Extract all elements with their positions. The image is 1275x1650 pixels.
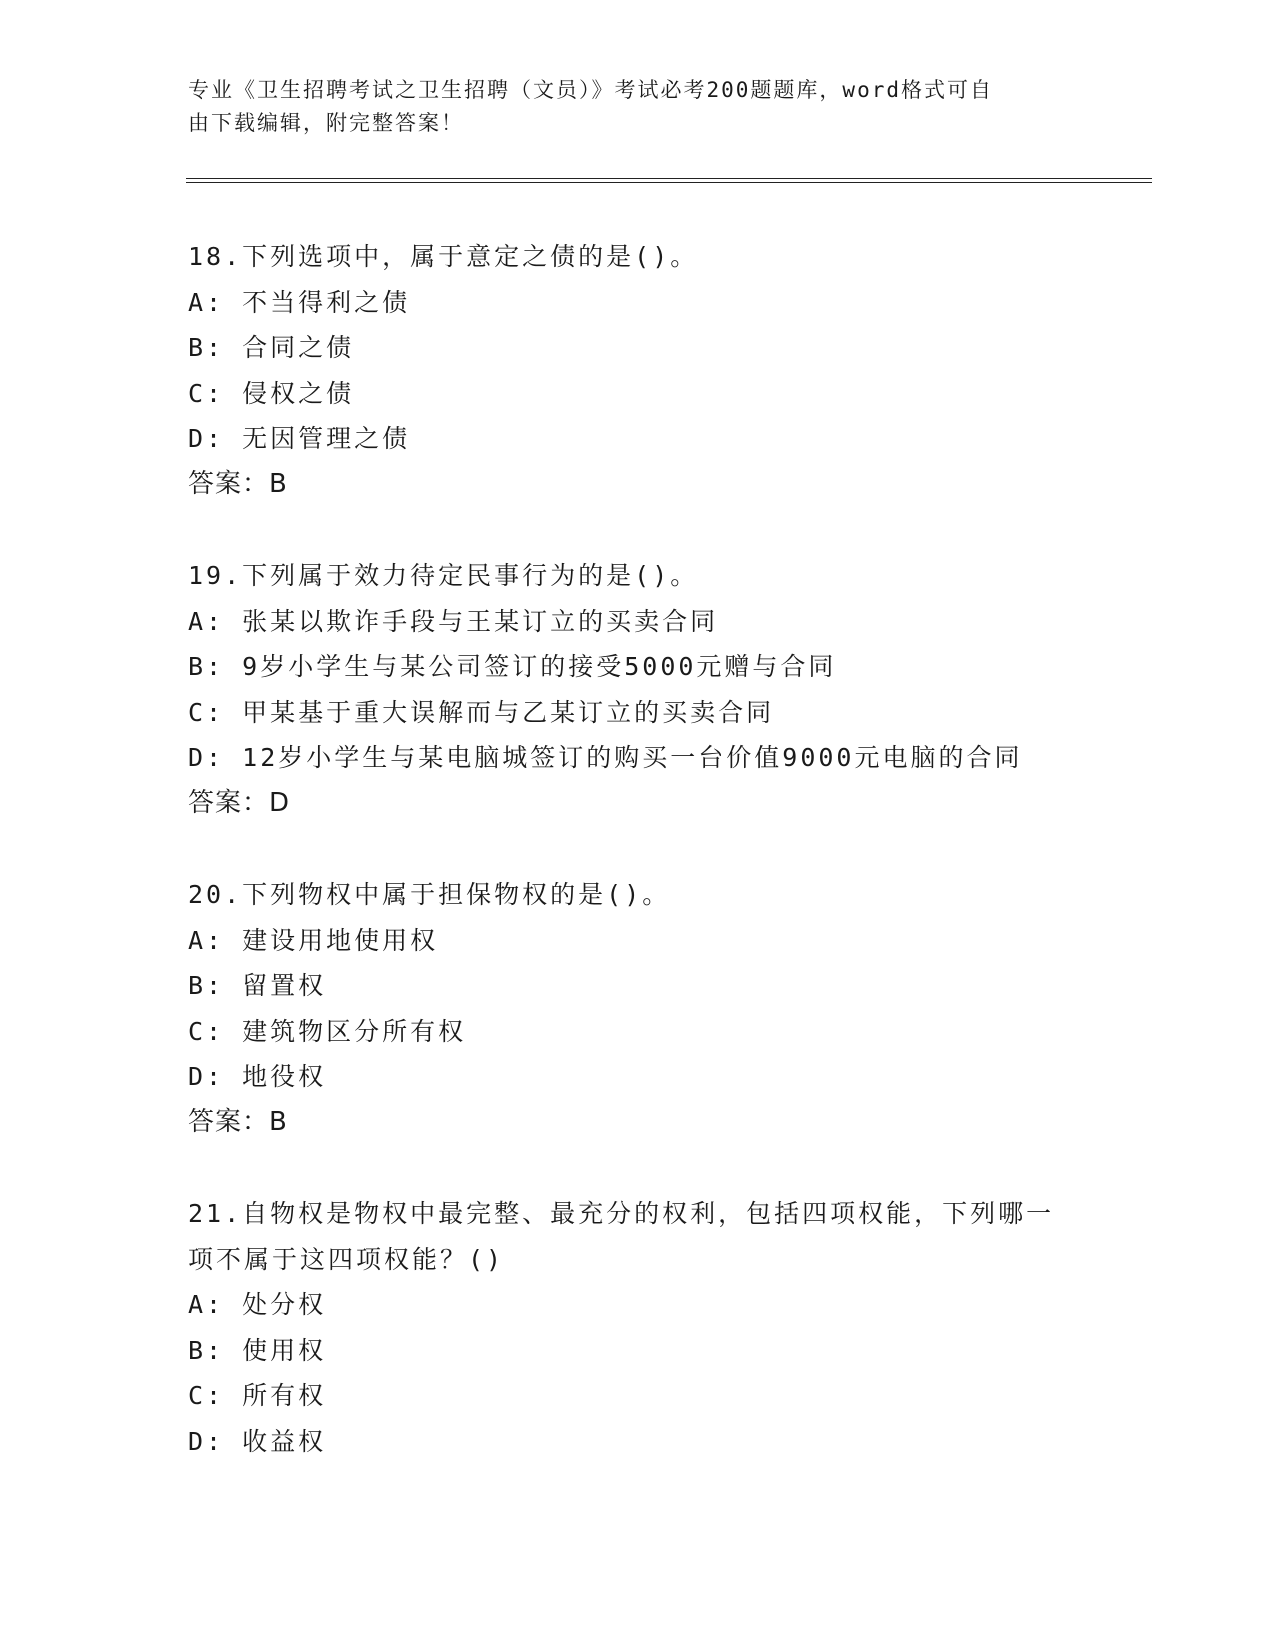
- question-stem: 19.下列属于效力待定民事行为的是()。: [188, 561, 699, 590]
- option-text: 张某以欺诈手段与王某订立的买卖合同: [224, 606, 719, 636]
- option-b: [188, 325, 1148, 371]
- question-18: [188, 234, 1148, 507]
- question-stem: 18.下列选项中，属于意定之债的是()。: [188, 242, 699, 271]
- option-d: [188, 1054, 1148, 1100]
- option-text: 无因管理之债: [224, 424, 411, 453]
- option-c: [188, 1009, 1148, 1055]
- option-letter: C:: [188, 1016, 225, 1046]
- option-text: 12岁小学生与某电脑城签订的购买一台价值9000元电脑的合同: [224, 743, 1023, 772]
- option-letter: C:: [188, 378, 225, 408]
- option-text: 地役权: [224, 1062, 327, 1091]
- option-text: 不当得利之债: [224, 287, 411, 317]
- intro-line-2: 由下载编辑，附完整答案！: [188, 111, 464, 135]
- option-b: [188, 644, 1148, 690]
- option-letter: C:: [188, 1381, 225, 1410]
- option-letter: D:: [188, 1062, 225, 1091]
- question-19: [188, 553, 1148, 826]
- option-letter: B:: [188, 333, 225, 362]
- option-letter: A:: [188, 1290, 225, 1319]
- question-stem-line-2: 项不属于这四项权能？(): [188, 1244, 505, 1274]
- option-d: [188, 416, 1148, 462]
- answer-line: 答案：D: [188, 787, 291, 818]
- option-text: 所有权: [224, 1381, 327, 1410]
- option-b: [188, 963, 1148, 1009]
- option-text: 9岁小学生与某公司签订的接受5000元赠与合同: [224, 652, 837, 681]
- option-text: 合同之债: [224, 333, 355, 362]
- answer-line: 答案：B: [188, 1106, 288, 1137]
- option-letter: B:: [188, 1335, 225, 1365]
- option-letter: D:: [188, 424, 225, 453]
- option-text: 使用权: [224, 1335, 327, 1365]
- option-d: [188, 1419, 1148, 1465]
- option-b: [188, 1328, 1148, 1374]
- header-divider: [186, 178, 1152, 183]
- question-list: [188, 234, 1148, 1510]
- option-c: [188, 1373, 1148, 1419]
- answer-line: 答案：B: [188, 468, 288, 499]
- intro-line-1: 专业《卫生招聘考试之卫生招聘（文员）》考试必考200题题库，word格式可自: [188, 78, 993, 102]
- option-letter: C:: [188, 697, 225, 727]
- option-text: 建设用地使用权: [224, 925, 439, 955]
- option-letter: D:: [188, 743, 225, 772]
- option-c: [188, 690, 1148, 736]
- option-letter: D:: [188, 1426, 225, 1456]
- option-letter: B:: [188, 652, 225, 681]
- question-stem-line-1: 21.自物权是物权中最完整、最充分的权利，包括四项权能，下列哪一: [188, 1199, 1055, 1228]
- option-letter: A:: [188, 287, 225, 317]
- option-a: [188, 280, 1148, 326]
- option-text: 收益权: [224, 1426, 327, 1456]
- option-letter: A:: [188, 606, 225, 636]
- document-header: [188, 74, 1068, 140]
- option-a: [188, 1282, 1148, 1328]
- option-text: 甲某基于重大误解而与乙某订立的买卖合同: [224, 697, 775, 727]
- option-c: [188, 371, 1148, 417]
- option-letter: B:: [188, 971, 225, 1000]
- question-21: [188, 1191, 1148, 1464]
- option-a: [188, 599, 1148, 645]
- option-d: [188, 735, 1148, 781]
- question-20: [188, 872, 1148, 1145]
- question-stem: 20.下列物权中属于担保物权的是()。: [188, 880, 671, 909]
- option-text: 留置权: [224, 971, 327, 1000]
- option-a: [188, 918, 1148, 964]
- option-text: 处分权: [224, 1290, 327, 1319]
- option-letter: A:: [188, 925, 225, 955]
- option-text: 侵权之债: [224, 378, 355, 408]
- option-text: 建筑物区分所有权: [224, 1016, 467, 1046]
